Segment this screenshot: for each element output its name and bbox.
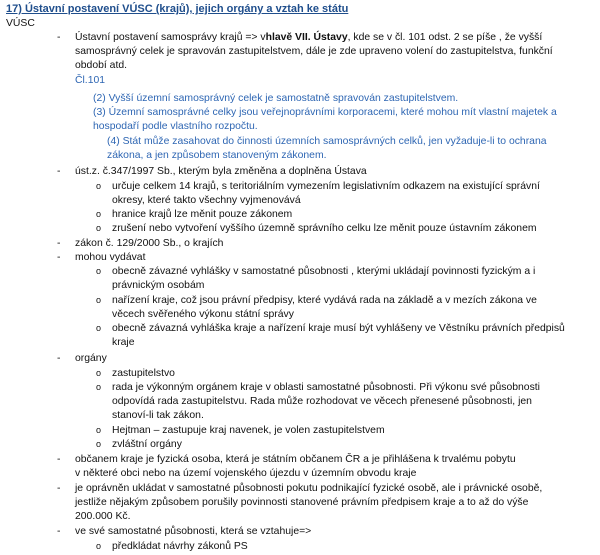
- circle-bullet: o: [96, 209, 102, 219]
- text-line: samosprávný celek je spravován zastupitelstvem, dále je zde upraveno volení do zastupitelstva, funkční: [75, 46, 553, 57]
- sub-item-text: obecně závazné vyhlášky v samostatné působnosti , kterými ukládají povinnosti fyzickým a i: [112, 266, 536, 277]
- text-line: období atd.: [75, 60, 127, 71]
- sub-item-text: zastupitelstvo: [112, 368, 175, 379]
- quote-line: hospodaří podle vlastního rozpočtu.: [93, 121, 258, 132]
- paragraph-obcan-kraje: občanem kraje je fyzická osoba, která je státním občanem ČR a je přihlášena k trvalému pobytu: [75, 454, 516, 465]
- dash-bullet: -: [57, 526, 61, 537]
- text-line: 200.000 Kč.: [75, 511, 131, 522]
- sub-item-text: kraje: [112, 337, 135, 348]
- sub-item-text: určuje celkem 14 krajů, s teritoriálním vymezením legislativním odkazem na existující správní: [112, 181, 540, 192]
- paragraph-zakon-o-krajich: zákon č. 129/2000 Sb., o krajích: [75, 238, 224, 249]
- text-line: v některé obci nebo na území vojenského újezdu v územním obvodu kraje: [75, 468, 417, 479]
- sub-item-text: věcech svěřeného výkonu státní správy: [112, 309, 294, 320]
- circle-bullet: o: [96, 439, 102, 449]
- sub-item-text: obecně závazná vyhláška kraje a nařízení kraje musí být vyhlášeny ve Věstníku právních předpisů: [112, 323, 565, 334]
- dash-bullet: -: [57, 353, 61, 364]
- dash-bullet: -: [57, 238, 61, 249]
- circle-bullet: o: [96, 266, 102, 276]
- circle-bullet: o: [96, 223, 102, 233]
- circle-bullet: o: [96, 181, 102, 191]
- circle-bullet: o: [96, 425, 102, 435]
- paragraph-ustavni-postaveni: Ústavní postavení samosprávy krajů => vhlavě VII. Ústavy, kde se v čl. 101 odst. 2 se píše , že vyšší: [75, 32, 543, 43]
- paragraph-mohou-vydavat: mohou vydávat: [75, 252, 146, 263]
- article-label: Čl.101: [75, 75, 106, 86]
- quote-line: (2) Vyšší územní samosprávný celek je samostatně spravován zastupitelstvem.: [93, 93, 459, 104]
- sub-item-text: rada je výkonným orgánem kraje v oblasti samostatné působnosti. Při výkonu své působnosti: [112, 382, 540, 393]
- dash-bullet: -: [57, 252, 61, 263]
- quote-line: (3) Územní samosprávné celky jsou veřejnoprávními korporacemi, které mohou mít vlastní majetek a: [93, 107, 557, 118]
- sub-item-text: zvláštní orgány: [112, 439, 182, 450]
- dash-bullet: -: [57, 166, 61, 177]
- circle-bullet: o: [96, 382, 102, 392]
- section-header: VÚSC: [6, 18, 35, 29]
- sub-item-text: hranice krajů lze měnit pouze zákonem: [112, 209, 293, 220]
- dash-bullet: -: [57, 454, 61, 465]
- sub-item-text: předkládat návrhy zákonů PS: [112, 541, 248, 552]
- document-title: 17) Ústavní postavení VÚSC (krajů), jejich orgány a vztah ke státu: [6, 3, 349, 15]
- dash-bullet: -: [57, 32, 61, 43]
- sub-item-text: okresy, které takto všechny vyjmenovává: [112, 195, 301, 206]
- paragraph-organy: orgány: [75, 353, 107, 364]
- sub-item-text: odpovídá rada zastupitelstvu. Rada může rozhodovat ve věcech přenesené působnosti, jen: [112, 396, 532, 407]
- text-line: jestliže nějakým způsobem porušily povinnosti stanovené právním předpisem kraje a to až do výše: [75, 497, 529, 508]
- sub-item-text: stanoví-li tak zákon.: [112, 410, 204, 421]
- circle-bullet: o: [96, 541, 102, 551]
- sub-item-text: Hejtman – zastupuje kraj navenek, je volen zastupitelstvem: [112, 425, 385, 436]
- sub-item-text: právnickým osobám: [112, 280, 205, 291]
- quote-line: (4) Stát může zasahovat do činnosti územních samosprávných celků, jen vyžaduje-li to ochrana: [107, 136, 547, 147]
- dash-bullet: -: [57, 483, 61, 494]
- paragraph-pokuty: je oprávněn ukládat v samostatné působnosti pokutu podnikající fyzické osobě, ale i právnické osobě,: [75, 483, 543, 494]
- circle-bullet: o: [96, 323, 102, 333]
- circle-bullet: o: [96, 295, 102, 305]
- paragraph-samostatna-pusobnost: ve své samostatné působnosti, která se vztahuje=>: [75, 526, 312, 537]
- circle-bullet: o: [96, 368, 102, 378]
- sub-item-text: zrušení nebo vytvoření vyššího územně správního celku lze měnit pouze ústavním zákonem: [112, 223, 537, 234]
- paragraph-ustavni-zakon: úst.z. č.347/1997 Sb., kterým byla změněna a doplněna Ústava: [75, 166, 367, 177]
- quote-line: zákona, a jen způsobem stanoveným zákonem.: [107, 150, 327, 161]
- sub-item-text: nařízení kraje, což jsou právní předpisy, které vydává rada na základě a v mezích zákona ve: [112, 295, 537, 306]
